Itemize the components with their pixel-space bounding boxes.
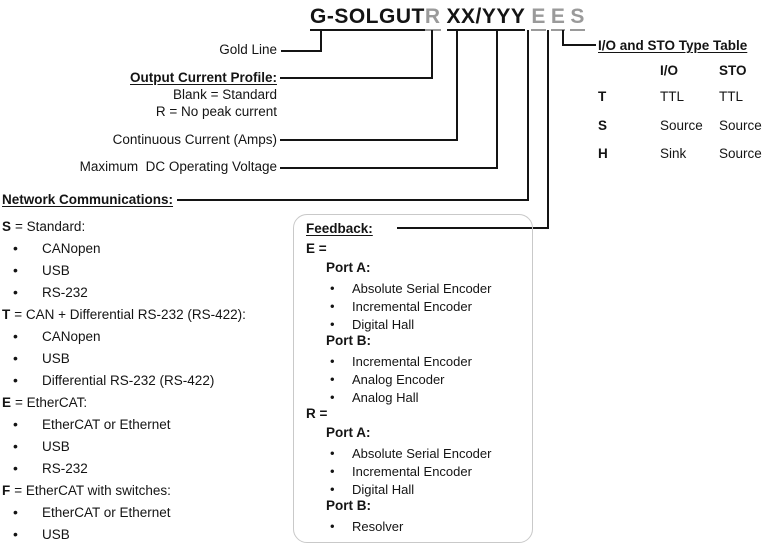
network-option-s-desc: = Standard: bbox=[15, 218, 86, 234]
list-item: • Incremental Encoder bbox=[306, 462, 526, 480]
io-row-sto-value: Source bbox=[719, 146, 762, 161]
list-item: • RS-232 bbox=[2, 281, 302, 303]
list-item: • Digital Hall bbox=[306, 315, 526, 333]
feedback-section bbox=[293, 214, 533, 543]
list-item: • Incremental Encoder bbox=[306, 352, 526, 370]
list-item: • USB bbox=[2, 523, 302, 545]
io-row-io-value: TTL bbox=[660, 89, 685, 104]
list-item: • Absolute Serial Encoder bbox=[306, 279, 526, 297]
connector-continuous-current-horizontal bbox=[280, 139, 458, 141]
callout-max-dc-voltage: Maximum DC Operating Voltage bbox=[79, 159, 277, 174]
part-number-output-profile-code: R bbox=[425, 6, 441, 31]
network-option-e-code: E bbox=[2, 394, 12, 410]
part-number-network-code: E bbox=[531, 6, 546, 31]
callout-gold-line: Gold Line bbox=[219, 42, 277, 57]
network-option-s bbox=[2, 215, 302, 237]
list-item: • Resolver bbox=[306, 517, 526, 535]
part-number-io-sto-code: S bbox=[570, 6, 585, 31]
feedback-r-port-b: Port B: bbox=[326, 498, 371, 513]
feedback-option-e-code: E = bbox=[306, 241, 327, 256]
connector-network-vertical bbox=[527, 30, 529, 200]
feedback-r-port-a: Port A: bbox=[326, 425, 371, 440]
connector-dc-voltage-vertical bbox=[496, 30, 498, 168]
io-column-header: I/O bbox=[660, 63, 679, 78]
list-item: • RS-232 bbox=[2, 457, 302, 479]
connector-output-profile-horizontal bbox=[280, 77, 433, 79]
feedback-e-port-b: Port B: bbox=[326, 333, 371, 348]
list-item: • USB bbox=[2, 435, 302, 457]
connector-feedback-vertical bbox=[547, 30, 549, 228]
table-row bbox=[598, 89, 743, 104]
connector-io-table-horizontal bbox=[562, 44, 596, 46]
network-communications-title: Network Communications: bbox=[2, 192, 174, 207]
io-row-sto-value: TTL bbox=[719, 89, 744, 104]
io-sto-header-spacer bbox=[598, 63, 660, 78]
list-item: • Digital Hall bbox=[306, 480, 526, 498]
sto-column-header: STO bbox=[719, 63, 747, 78]
io-row-code: S bbox=[598, 118, 608, 133]
feedback-title: Feedback: bbox=[306, 221, 373, 236]
connector-output-profile-vertical bbox=[431, 30, 433, 78]
io-sto-table-title: I/O and STO Type Table bbox=[598, 38, 748, 53]
connector-dc-voltage-horizontal bbox=[280, 167, 498, 169]
io-row-code: H bbox=[598, 146, 608, 161]
part-number-feedback-code: E bbox=[551, 6, 566, 31]
network-option-f bbox=[2, 479, 302, 501]
network-option-t-code: T bbox=[2, 306, 11, 322]
feedback-option-r-code: R = bbox=[306, 406, 328, 421]
table-row bbox=[598, 146, 762, 161]
part-number-current-voltage-code: XX/YYY bbox=[447, 6, 526, 31]
table-row bbox=[598, 118, 762, 133]
list-item: • USB bbox=[2, 347, 302, 369]
part-number-base: G-SOLGUT bbox=[310, 6, 425, 31]
connector-gold-line-horizontal bbox=[281, 50, 322, 52]
list-item: • CANopen bbox=[2, 325, 302, 347]
connector-continuous-current-vertical bbox=[456, 30, 458, 140]
io-row-io-value: Sink bbox=[660, 146, 687, 161]
list-item: • EtherCAT or Ethernet bbox=[2, 413, 302, 435]
io-row-io-value: Source bbox=[660, 118, 703, 133]
connector-gold-line-vertical bbox=[320, 30, 322, 52]
feedback-e-port-a: Port A: bbox=[326, 260, 371, 275]
io-sto-table-header-row bbox=[598, 63, 747, 78]
callout-output-profile-blank: Blank = Standard bbox=[173, 87, 277, 102]
network-option-f-desc: = EtherCAT with switches: bbox=[14, 482, 171, 498]
list-item: • Incremental Encoder bbox=[306, 297, 526, 315]
callout-output-profile-r: R = No peak current bbox=[155, 104, 277, 119]
network-option-f-code: F bbox=[2, 482, 11, 498]
list-item: • CANopen bbox=[2, 237, 302, 259]
network-option-s-code: S bbox=[2, 218, 12, 234]
callout-output-current-profile-title: Output Current Profile: bbox=[130, 70, 277, 85]
part-number-title bbox=[310, 5, 585, 31]
io-row-code: T bbox=[598, 89, 607, 104]
list-item: • USB bbox=[2, 259, 302, 281]
network-option-t-desc: = CAN + Differential RS-232 (RS-422): bbox=[14, 306, 246, 322]
network-option-e bbox=[2, 391, 302, 413]
network-option-e-desc: = EtherCAT: bbox=[15, 394, 88, 410]
io-row-sto-value: Source bbox=[719, 118, 762, 133]
list-item: • Analog Encoder bbox=[306, 370, 526, 388]
list-item: • Analog Hall bbox=[306, 388, 526, 406]
callout-continuous-current: Continuous Current (Amps) bbox=[112, 132, 277, 147]
list-item: • EtherCAT or Ethernet bbox=[2, 501, 302, 523]
list-item: • Differential RS-232 (RS-422) bbox=[2, 369, 302, 391]
network-communications-section bbox=[2, 192, 302, 545]
network-option-t bbox=[2, 303, 302, 325]
list-item: • Absolute Serial Encoder bbox=[306, 444, 526, 462]
